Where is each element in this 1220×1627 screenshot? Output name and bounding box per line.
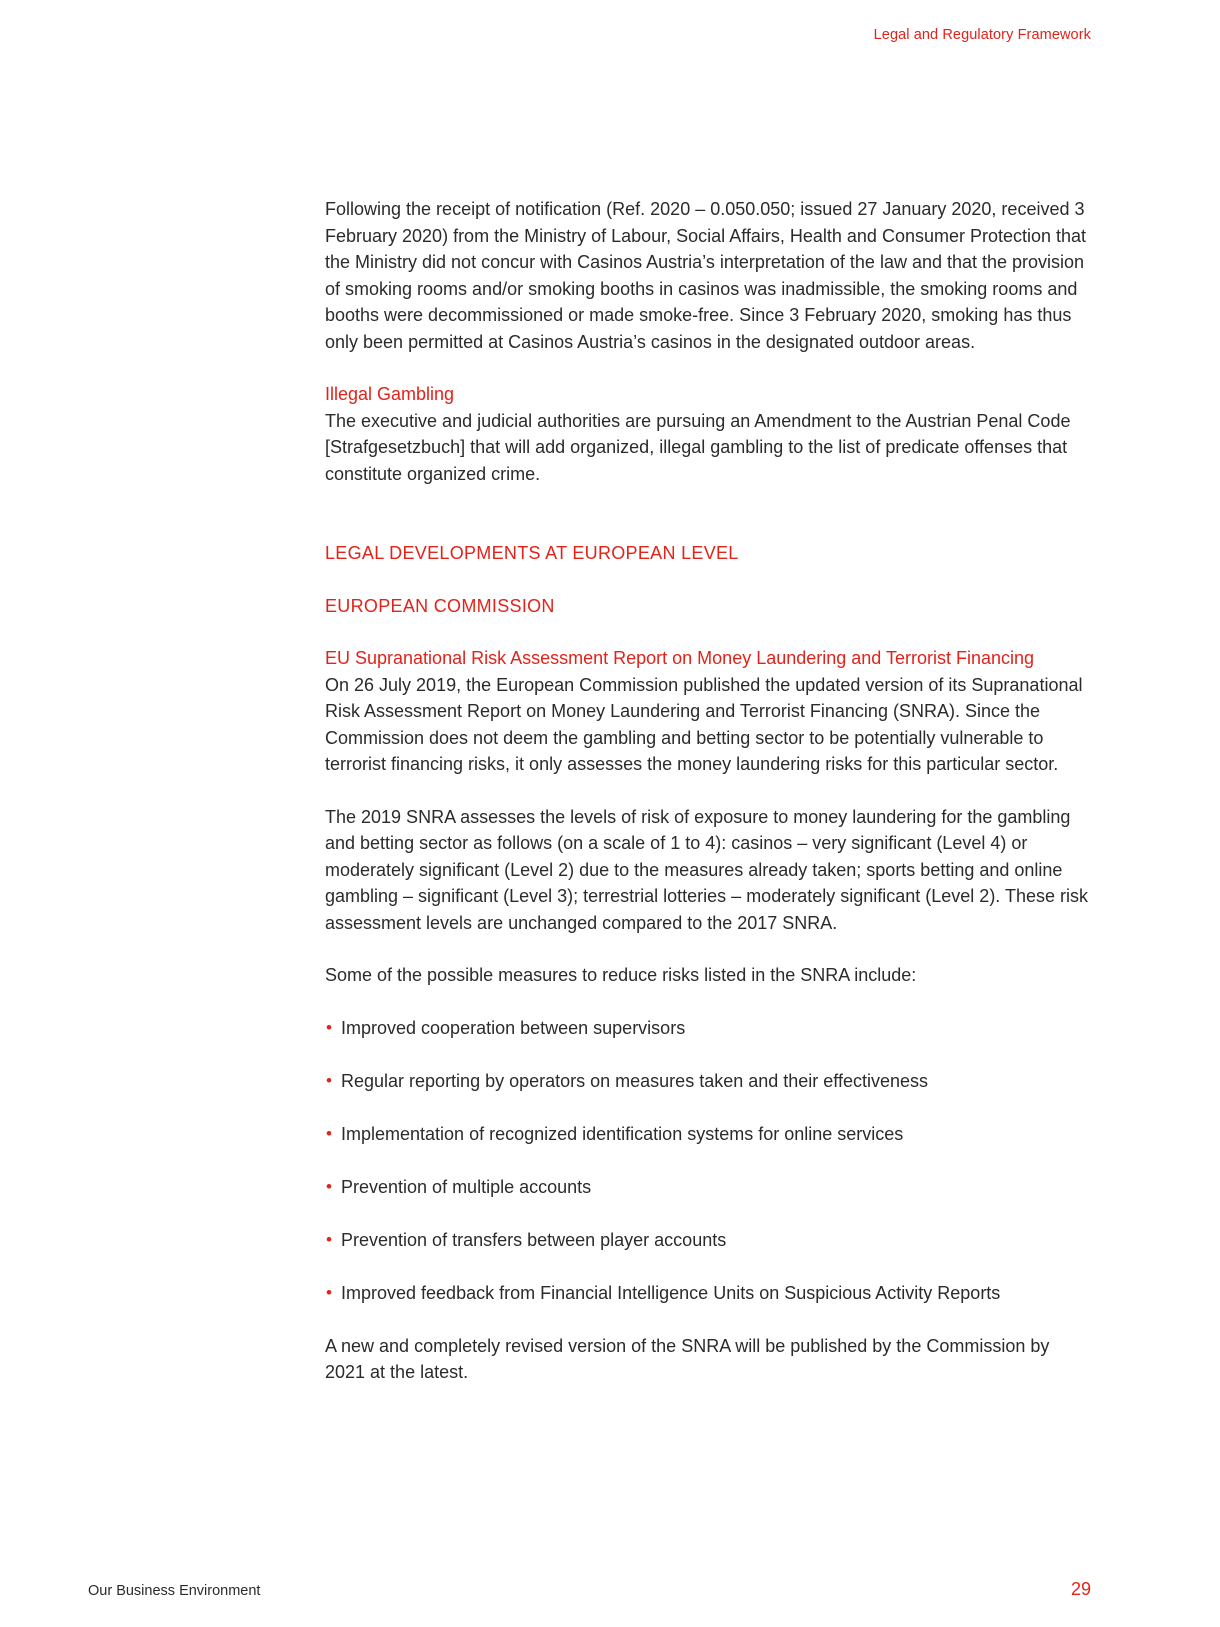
paragraph-smoking-rooms: Following the receipt of notification (Ref. 2020 – 0.050.050; issued 27 January 2020, received 3 February 2020) from the Ministry of Labour, Social Affairs, Health and Consumer Protection that the Ministry did not concur with Casinos Austria’s interpretation of the law and that the provision of smoking rooms and/or smoking booths in casinos was inadmissible, the smoking rooms and booths were decommissioned or made smoke-free. Since 3 February 2020, smoking has thus only been permitted at Casinos Austria’s casinos in the designated outdoor areas. (325, 199, 1087, 352)
paragraph-illegal-gambling: The executive and judicial authorities are pursuing an Amendment to the Austrian Penal Code [Strafgesetzbuch] that will add organized, illegal gambling to the list of predicate offenses that constitute organized crime. (325, 410, 1071, 484)
section-illegal-gambling (325, 381, 1090, 487)
bullet-icon: • (326, 1176, 332, 1196)
paragraph-risk-levels: The 2019 SNRA assesses the levels of risk of exposure to money laundering for the gambling and betting sector as follows (on a scale of 1 to 4): casinos – very significant (Level 4) or moderately significant (Level 2) due to the measures already taken; sports betting and online gambling – significant (Level 3); terrestrial lotteries – moderately significant (Level 2). These risk assessment levels are unchanged compared to the 2017 SNRA. (325, 806, 1089, 933)
footer-section-name: Our Business Environment (88, 1583, 261, 1599)
bullet-icon: • (326, 1017, 332, 1037)
bullet-icon: • (326, 1123, 332, 1143)
list-item (325, 1174, 1090, 1201)
list-item-text: Prevention of transfers between player accounts (341, 1229, 727, 1250)
page-number: 29 (1070, 1579, 1091, 1599)
subheading-illegal-gambling: Illegal Gambling (325, 384, 455, 404)
bullet-icon: • (326, 1229, 332, 1249)
list-item (325, 1068, 1090, 1095)
list-item-text: Regular reporting by operators on measures taken and their effectiveness (341, 1070, 929, 1091)
list-item (325, 1015, 1090, 1042)
heading-european-commission: EUROPEAN COMMISSION (325, 595, 555, 616)
list-item-text: Improved feedback from Financial Intelligence Units on Suspicious Activity Reports (341, 1282, 1001, 1303)
main-content (325, 196, 1090, 1412)
running-header-title: Legal and Regulatory Framework (873, 27, 1091, 43)
heading-legal-developments-european-level: LEGAL DEVELOPMENTS AT EUROPEAN LEVEL (325, 543, 739, 563)
list-item (325, 1121, 1090, 1148)
list-item (325, 1227, 1090, 1254)
bullet-icon: • (326, 1070, 332, 1090)
list-item-text: Implementation of recognized identification systems for online services (341, 1123, 904, 1144)
section-snra (325, 645, 1090, 778)
paragraph-measures-intro: Some of the possible measures to reduce risks listed in the SNRA include: (325, 965, 917, 985)
list-item-text: Improved cooperation between supervisors (341, 1017, 686, 1038)
section-spacer (325, 513, 1090, 540)
paragraph-closing: A new and completely revised version of the SNRA will be published by the Commission by 2021 at the latest. (325, 1335, 1050, 1382)
bullet-icon: • (326, 1282, 332, 1302)
subheading-snra: EU Supranational Risk Assessment Report on Money Laundering and Terrorist Financing (325, 648, 1035, 668)
list-item (325, 1280, 1090, 1307)
measures-list (325, 1015, 1090, 1307)
paragraph-snra: On 26 July 2019, the European Commission published the updated version of its Supranational Risk Assessment Report on Money Laundering and Terrorist Financing (SNRA). Since the Commission does not deem the gambling and betting sector to be potentially vulnerable to terrorist financing risks, it only assesses the money laundering risks for this particular sector. (325, 674, 1083, 774)
list-item-text: Prevention of multiple accounts (341, 1176, 592, 1197)
